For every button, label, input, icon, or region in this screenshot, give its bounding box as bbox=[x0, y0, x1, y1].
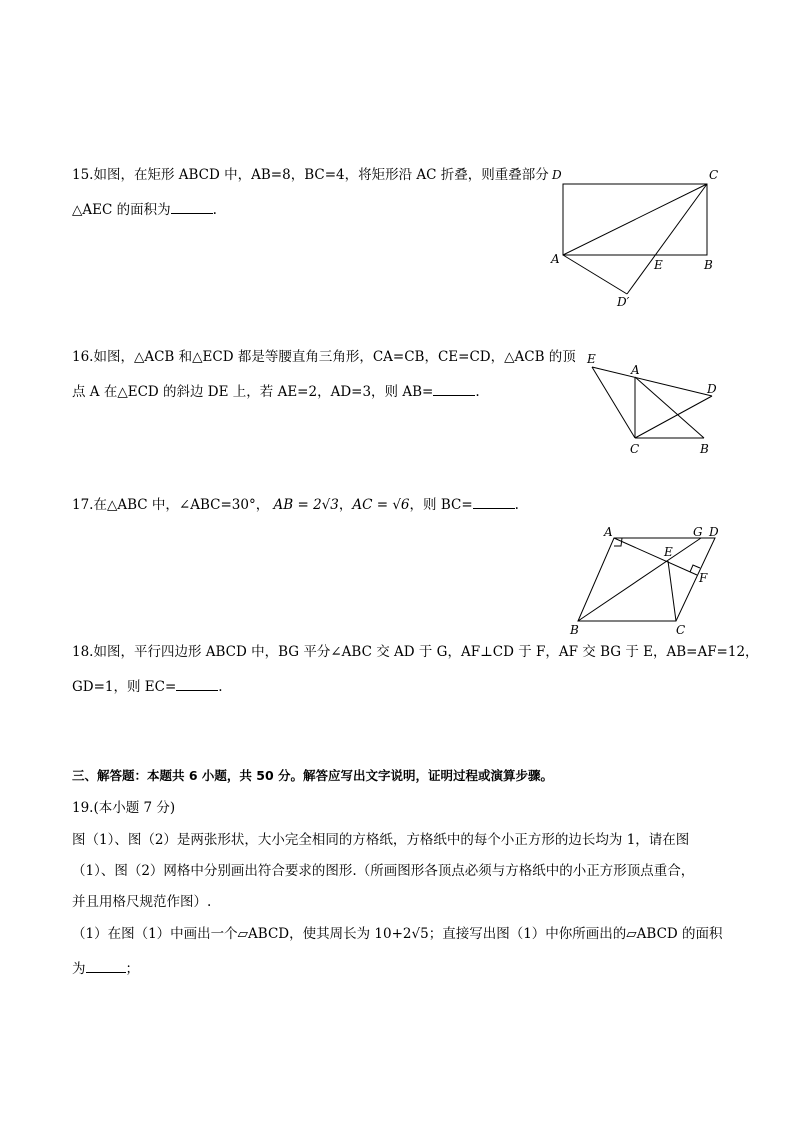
q15-label-e: E bbox=[654, 258, 663, 272]
q16-label-d: D bbox=[707, 382, 717, 396]
q18-label-a: A bbox=[604, 525, 613, 539]
q16-label-e: E bbox=[587, 352, 596, 366]
q15-fold-ad bbox=[563, 255, 627, 294]
q17-text-b: ，则 BC= bbox=[409, 497, 473, 513]
q18-answer-blank bbox=[176, 676, 218, 691]
q19-paragraph-3: 并且用格尺规范作图）. bbox=[72, 894, 212, 910]
q16-edge-ab bbox=[635, 377, 704, 438]
q16-edge-ec bbox=[592, 367, 635, 438]
q15-line2 bbox=[72, 199, 217, 219]
q15-fold-dc bbox=[627, 184, 707, 294]
q15-label-b: B bbox=[704, 258, 713, 272]
q17-end: . bbox=[514, 497, 519, 513]
q18-line2-end: . bbox=[218, 679, 223, 695]
q18-right-angle-a bbox=[614, 538, 622, 546]
q16-edge-ed bbox=[592, 367, 712, 396]
q18-segment-ec bbox=[668, 561, 676, 621]
q19-paragraph-2: （1）、图（2）网格中分别画出符合要求的图形.（所画图形各顶点必须与方格纸中的小正方形顶点重合， bbox=[72, 863, 695, 879]
section3-heading: 三、解答题：本题共 6 小题，共 50 分。解答应写出文字说明，证明过程或演算步骤。 bbox=[72, 768, 554, 783]
q16-line2-end: . bbox=[475, 384, 480, 400]
q18-parallelogram bbox=[578, 538, 715, 621]
q17-line bbox=[72, 494, 519, 514]
q18-label-d: D bbox=[709, 525, 719, 539]
q15-answer-blank bbox=[171, 199, 213, 214]
q16-label-a: A bbox=[631, 363, 640, 377]
q15-diagonal-ac bbox=[563, 184, 707, 255]
q15-line2-text: △AEC 的面积为 bbox=[72, 202, 171, 218]
q18-bisector-bg bbox=[578, 538, 701, 621]
q15-label-d: D bbox=[552, 168, 562, 182]
q19-title: 19.(本小题 7 分) bbox=[72, 800, 176, 816]
q17-text-a: 17.在△ABC 中，∠ABC=30°， bbox=[72, 497, 270, 513]
q19-subq1-end: ； bbox=[125, 961, 139, 977]
q18-label-f: F bbox=[699, 571, 708, 585]
q16-edge-cd bbox=[635, 396, 712, 438]
q18-perp-af bbox=[614, 538, 697, 575]
q15-line1: 15.如图，在矩形 ABCD 中，AB=8，BC=4，将矩形沿 AC 折叠，则重叠部分 bbox=[72, 167, 549, 183]
q18-label-e: E bbox=[664, 545, 673, 559]
q15-label-dprime: D′ bbox=[617, 295, 630, 309]
q18-label-c: C bbox=[676, 623, 686, 637]
q18-label-g: G bbox=[693, 525, 703, 539]
q18-right-angle-f bbox=[690, 565, 700, 572]
q17-ac-expression: AC = √6 bbox=[352, 497, 410, 513]
q17-answer-blank bbox=[473, 494, 515, 509]
q16-line1: 16.如图，△ACB 和△ECD 都是等腰直角三角形，CA=CB，CE=CD，△ACB 的顶 bbox=[72, 349, 576, 365]
q19-subq1-line2 bbox=[72, 958, 139, 978]
q17-sep: ， bbox=[338, 497, 353, 513]
q16-line2 bbox=[72, 381, 480, 401]
q19-subq1-prefix: 为 bbox=[72, 961, 86, 977]
q16-answer-blank bbox=[433, 381, 475, 396]
q15-label-c: C bbox=[709, 168, 719, 182]
q15-line2-end: . bbox=[212, 202, 217, 218]
q19-paragraph-1: 图（1）、图（2）是两张形状，大小完全相同的方格纸，方格纸中的每个小正方形的边长均为 1，请在图 bbox=[72, 832, 690, 848]
q16-label-c: C bbox=[630, 442, 640, 456]
q18-line2-text: GD=1，则 EC= bbox=[72, 679, 177, 695]
q16-line2-text: 点 A 在△ECD 的斜边 DE 上，若 AE=2，AD=3，则 AB= bbox=[72, 384, 434, 400]
q15-label-a: A bbox=[551, 252, 560, 266]
q16-label-b: B bbox=[700, 442, 709, 456]
q17-ab-expression: AB = 2√3 bbox=[273, 497, 339, 513]
q18-line1: 18.如图，平行四边形 ABCD 中，BG 平分∠ABC 交 AD 于 G，AF⊥CD 于 F，AF 交 BG 于 E，AB=AF=12， bbox=[72, 644, 759, 660]
q18-line2 bbox=[72, 676, 223, 696]
q18-label-b: B bbox=[570, 623, 579, 637]
q19-subq1-line1: （1）在图（1）中画出一个▱ABCD，使其周长为 10+2√5；直接写出图（1）中你所画出的▱ABCD 的面积 bbox=[72, 926, 723, 942]
q15-rectangle bbox=[563, 184, 707, 255]
q19-answer-blank bbox=[86, 958, 126, 973]
